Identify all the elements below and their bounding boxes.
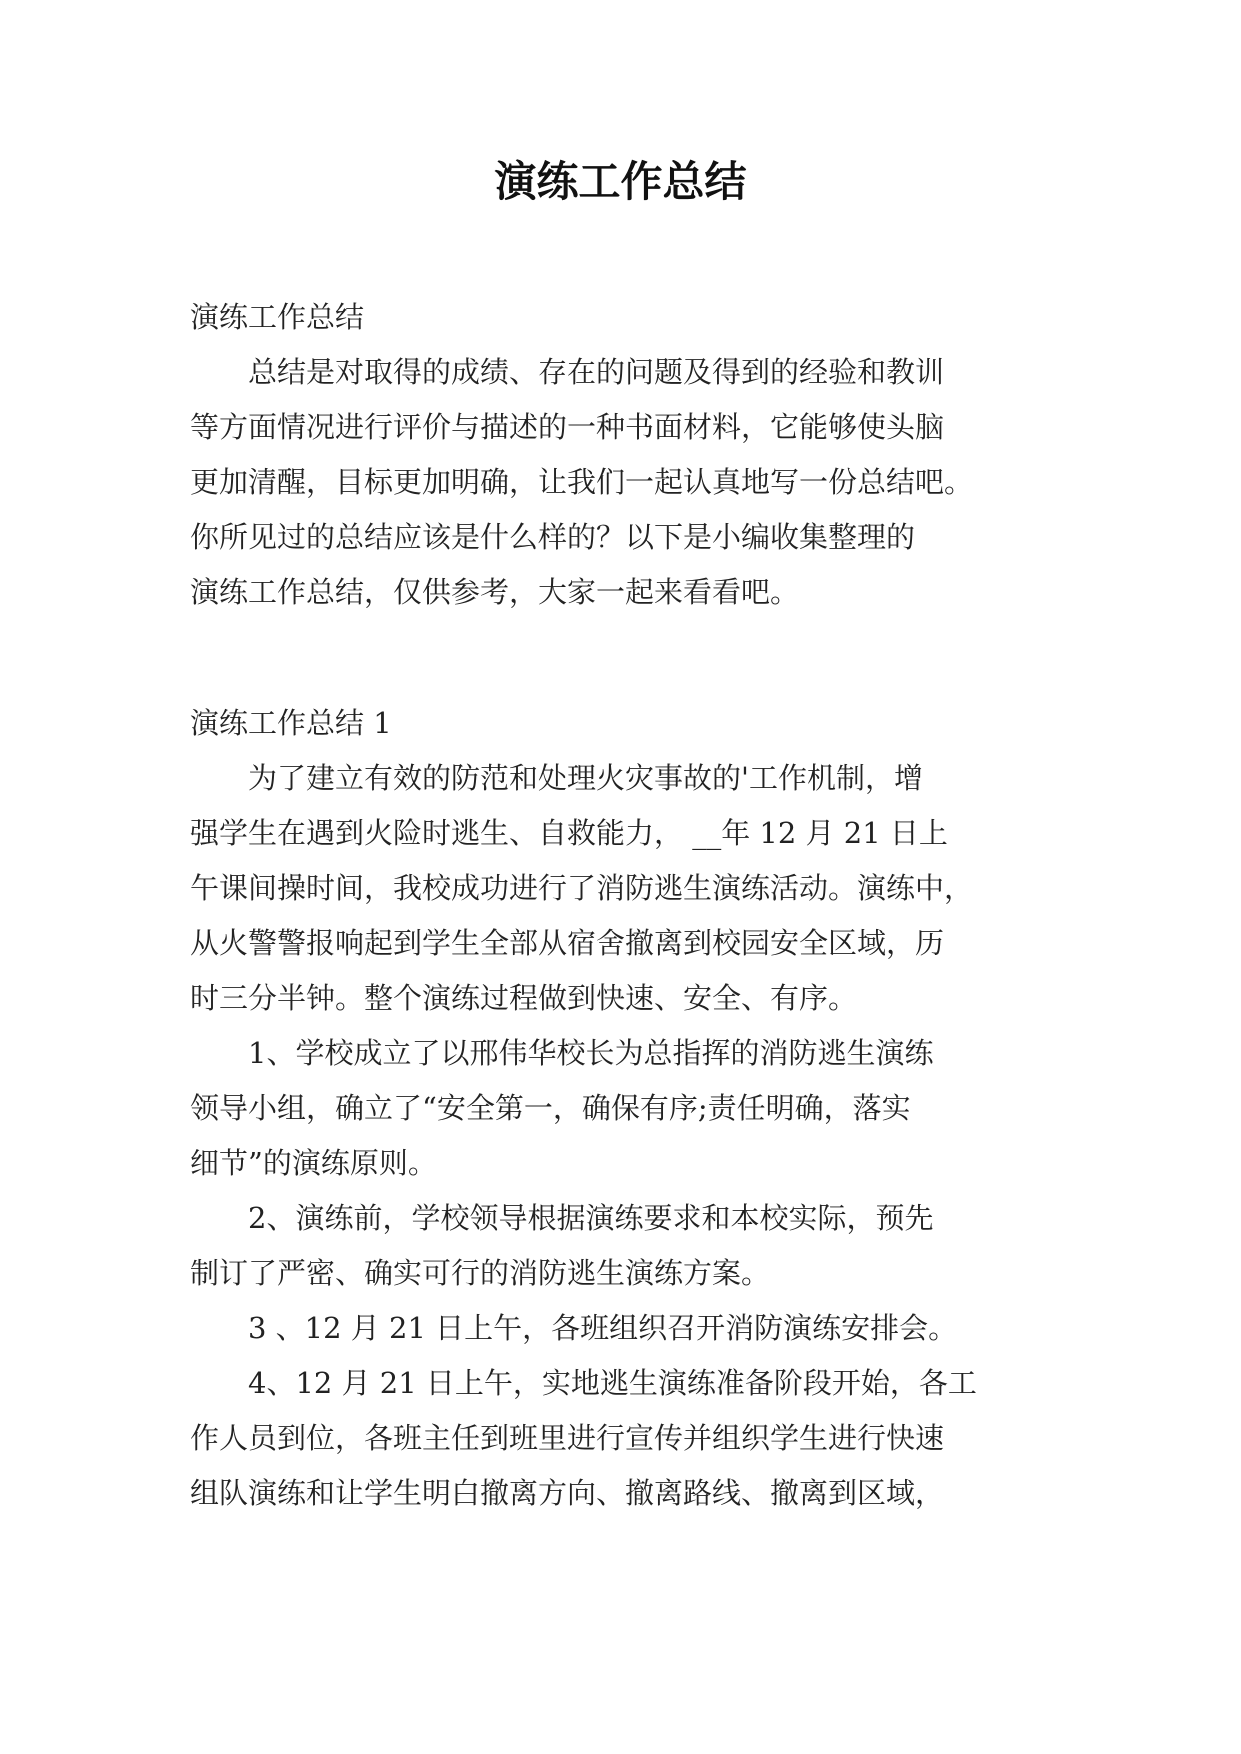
- list-item: [190, 1356, 1050, 1521]
- paragraph-line: 3 、12 月 21 日上午，各班组织召开消防演练安排会。: [190, 1311, 958, 1345]
- paragraph-line: 组队演练和让学生明白撤离方向、撤离路线、撤离到区域，: [190, 1476, 945, 1510]
- list-item: [190, 1301, 1050, 1356]
- paragraph-line: 为了建立有效的防范和处理火灾事故的'工作机制，增: [190, 761, 923, 795]
- intro-paragraph: [190, 345, 1050, 620]
- paragraph-line: 午课间操时间，我校成功进行了消防逃生演练活动。演练中，: [190, 871, 974, 905]
- paragraph-line: 4、12 月 21 日上午，实地逃生演练准备阶段开始，各工: [190, 1366, 977, 1400]
- paragraph-line: 作人员到位，各班主任到班里进行宣传并组织学生进行快速: [190, 1421, 945, 1455]
- intro-heading: 演练工作总结: [190, 300, 365, 334]
- paragraph-line: 等方面情况进行评价与描述的一种书面材料，它能够使头脑: [190, 410, 945, 444]
- paragraph-line: 从火警警报响起到学生全部从宿舍撤离到校园安全区域，历: [190, 926, 945, 960]
- section-spacer: [190, 620, 1050, 696]
- paragraph-line: 时三分半钟。整个演练过程做到快速、安全、有序。: [190, 981, 858, 1015]
- list-item: [190, 1026, 1050, 1191]
- paragraph-line: 强学生在遇到火险时逃生、自救能力， __年 12 月 21 日上: [190, 816, 948, 850]
- paragraph-line: 总结是对取得的成绩、存在的问题及得到的经验和教训: [190, 355, 945, 389]
- paragraph-line: 2、演练前，学校领导根据演练要求和本校实际，预先: [190, 1201, 934, 1235]
- list-item: [190, 1191, 1050, 1301]
- paragraph-line: 更加清醒，目标更加明确，让我们一起认真地写一份总结吧。: [190, 465, 974, 499]
- section-heading: 演练工作总结 1: [190, 706, 392, 740]
- paragraph-line: 细节”的演练原则。: [190, 1146, 437, 1180]
- document-title: 演练工作总结: [494, 157, 747, 206]
- paragraph-line: 制订了严密、确实可行的消防逃生演练方案。: [190, 1256, 771, 1290]
- document-body: [190, 290, 1050, 1521]
- section-paragraph: [190, 751, 1050, 1026]
- paragraph-line: 领导小组，确立了“安全第一，确保有序;责任明确，落实: [190, 1091, 911, 1125]
- paragraph-line: 你所见过的总结应该是什么样的？以下是小编收集整理的: [190, 520, 916, 554]
- paragraph-line: 1、学校成立了以邢伟华校长为总指挥的消防逃生演练: [190, 1036, 934, 1070]
- paragraph-line: 演练工作总结，仅供参考，大家一起来看看吧。: [190, 575, 800, 609]
